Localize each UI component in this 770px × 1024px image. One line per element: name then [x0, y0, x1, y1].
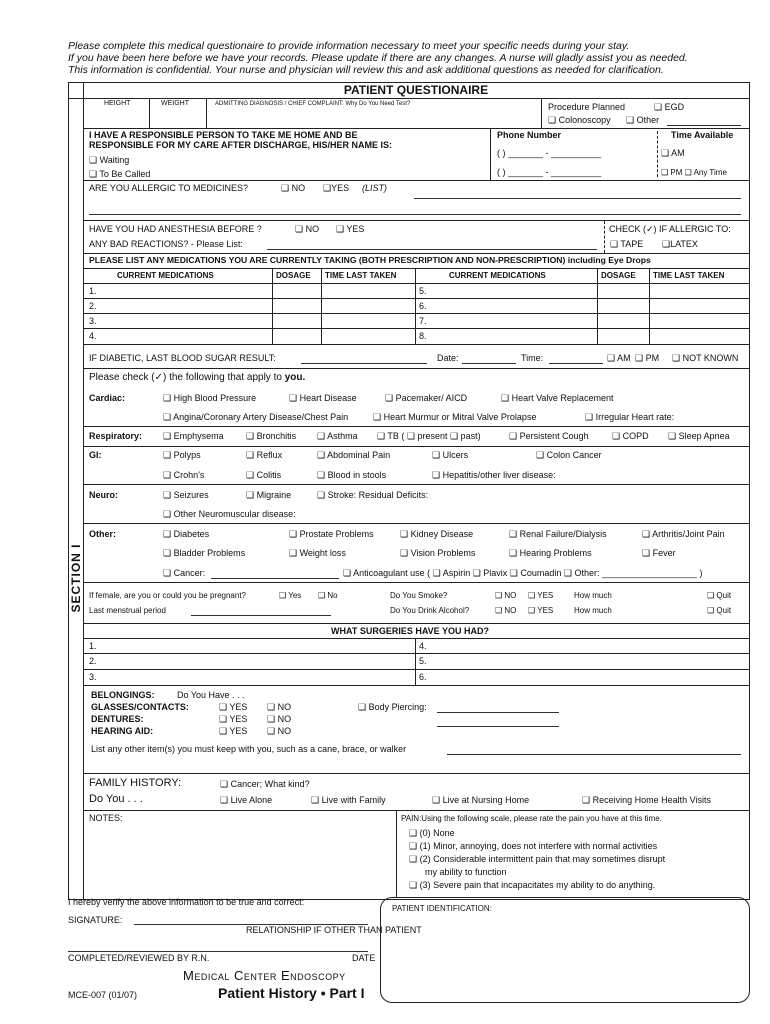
condition-checkbox[interactable]: ❑ Bronchitis — [246, 431, 297, 441]
condition-checkbox[interactable]: ❑ TB ( ❑ present ❑ past) — [377, 431, 481, 441]
completed-line[interactable] — [68, 951, 368, 952]
waiting-checkbox[interactable]: ❑ Waiting — [89, 155, 130, 165]
divider — [83, 128, 749, 129]
divider — [206, 98, 207, 128]
pm-anytime-checkbox[interactable]: ❑ PM ❑ Any Time — [661, 168, 727, 177]
condition-checkbox[interactable]: ❑ COPD — [612, 431, 649, 441]
reactions-line[interactable] — [267, 249, 597, 250]
phone-field-2[interactable]: ( ) _______ - __________ — [497, 167, 602, 177]
phone-field-1[interactable]: ( ) _______ - __________ — [497, 148, 602, 158]
medication-row[interactable]: 1. — [89, 286, 97, 296]
divider — [83, 368, 749, 369]
divider — [83, 426, 749, 427]
condition-checkbox[interactable]: ❑ Angina/Coronary Artery Disease/Chest Pain — [163, 412, 349, 422]
medication-row[interactable]: 4. — [89, 331, 97, 341]
divider — [83, 180, 749, 181]
divider — [321, 268, 322, 344]
diabetic-label: IF DIABETIC, LAST BLOOD SUGAR RESULT: — [89, 353, 276, 363]
divider — [83, 623, 749, 624]
check-allergic-label: CHECK (✓) IF ALLERGIC TO: — [609, 224, 731, 234]
condition-checkbox[interactable]: ❑ Fever — [642, 548, 676, 558]
other-checkbox[interactable]: ❑ Other — [626, 115, 660, 125]
glasses-no-checkbox[interactable]: ❑ NO — [267, 702, 292, 712]
time-available-label: Time Available — [671, 130, 734, 140]
allergy-line[interactable] — [414, 198, 741, 199]
col-time-last-taken: TIME LAST TAKEN — [325, 271, 397, 280]
belongings-label: BELONGINGS: — [91, 690, 155, 700]
intro-text — [68, 40, 748, 77]
blood-sugar-line[interactable] — [301, 363, 427, 364]
divider — [83, 484, 749, 485]
dentures-label: DENTURES: — [91, 714, 144, 724]
pain-option-2-cont: my ability to function — [425, 867, 507, 877]
condition-checkbox[interactable]: ❑ Heart Disease — [289, 393, 357, 403]
glasses-yes-checkbox[interactable]: ❑ YES — [219, 702, 248, 712]
divider — [604, 221, 605, 253]
smoke-label: Do You Smoke? — [390, 591, 448, 600]
condition-checkbox[interactable]: ❑ Emphysema — [163, 431, 224, 441]
surgery-row[interactable]: 2. — [89, 656, 97, 666]
condition-checkbox[interactable]: ❑ Blood in stools — [317, 470, 387, 480]
diabetic-pm-checkbox[interactable]: ❑ PM — [635, 353, 660, 363]
questionnaire-form — [68, 82, 750, 900]
patient-identification-box[interactable] — [380, 897, 750, 1003]
divider — [83, 685, 749, 686]
responsible-line1: I HAVE A RESPONSIBLE PERSON TO TAKE ME HOME AND BE — [89, 130, 358, 140]
condition-checkbox[interactable]: ❑ Kidney Disease — [400, 529, 474, 539]
condition-checkbox[interactable]: ❑ Irregular Heart rate: — [585, 412, 675, 422]
page-title: PATIENT QUESTIONAIRE — [83, 83, 749, 98]
col-dosage: DOSAGE — [601, 271, 636, 280]
divider — [83, 253, 749, 254]
condition-checkbox[interactable]: ❑ Arthritis/Joint Pain — [642, 529, 725, 539]
colonoscopy-checkbox[interactable]: ❑ Colonoscopy — [548, 115, 611, 125]
other-items-label: List any other item(s) you must keep with you, such as a cane, brace, or walker — [91, 744, 407, 754]
condition-checkbox[interactable]: ❑ Asthma — [317, 431, 358, 441]
smoke-no-checkbox[interactable]: ❑ NO — [495, 591, 517, 600]
condition-checkbox[interactable]: ❑ Renal Failure/Dialysis — [509, 529, 607, 539]
condition-checkbox[interactable]: ❑ Diabetes — [163, 529, 210, 539]
cancer-line[interactable] — [211, 578, 339, 579]
divider — [83, 773, 749, 774]
divider — [83, 523, 749, 524]
col-time-last-taken: TIME LAST TAKEN — [653, 271, 725, 280]
condition-checkbox[interactable]: ❑ Ulcers — [432, 450, 469, 460]
date-label: DATE — [352, 953, 376, 963]
pain-option-2[interactable]: ❑ (2) Considerable intermittent pain that may sometimes disrupt — [409, 854, 666, 864]
medication-row[interactable]: 5. — [419, 286, 427, 296]
diabetic-not-known-checkbox[interactable]: ❑ NOT KNOWN — [672, 353, 739, 363]
surgery-row[interactable]: 3. — [89, 672, 97, 682]
alcohol-how-much: How much — [574, 606, 612, 615]
time-line[interactable] — [549, 363, 603, 364]
reactions-label: ANY BAD REACTIONS? - Please List: — [89, 239, 243, 249]
anesthesia-no-checkbox[interactable]: ❑ NO — [295, 224, 320, 234]
col-current-medications: CURRENT MEDICATIONS — [117, 271, 214, 280]
check-prompt: Please check (✓) the following that apply to you. — [89, 372, 306, 383]
condition-checkbox[interactable]: ❑ Heart Murmur or Mitral Valve Prolapse — [373, 412, 537, 422]
condition-checkbox[interactable]: ❑ Prostate Problems — [289, 529, 374, 539]
divider — [149, 98, 150, 128]
intro-line: If you have been here before we have your records. Please update if there are any changes. A nurse will gladly assist you as needed. — [68, 52, 688, 65]
pain-option-3[interactable]: ❑ (3) Severe pain that incapacitates my ability to do anything. — [409, 880, 656, 890]
smoke-quit-checkbox[interactable]: ❑ Quit — [707, 591, 732, 600]
glasses-label: GLASSES/CONTACTS: — [91, 702, 189, 712]
tape-checkbox[interactable]: ❑ TAPE — [610, 239, 644, 249]
allergy-line[interactable] — [89, 214, 741, 215]
col-current-medications: CURRENT MEDICATIONS — [449, 271, 546, 280]
divider — [83, 328, 749, 329]
surgeries-header: WHAT SURGERIES HAVE YOU HAD? — [331, 626, 490, 636]
surgery-row[interactable]: 1. — [89, 641, 97, 651]
condition-checkbox[interactable]: ❑ Migraine — [246, 490, 292, 500]
latex-checkbox[interactable]: ❑LATEX — [662, 239, 698, 249]
do-you-label: Do You . . . — [89, 793, 143, 805]
alcohol-label: Do You Drink Alcohol? — [390, 606, 470, 615]
divider — [83, 298, 749, 299]
condition-checkbox[interactable]: ❑ Abdominal Pain — [317, 450, 391, 460]
lmp-label: Last menstrual period — [89, 606, 166, 615]
neuro-label: Neuro: — [89, 490, 118, 500]
medication-row[interactable]: 2. — [89, 301, 97, 311]
other-label: Other: — [89, 529, 116, 539]
condition-checkbox[interactable]: ❑ Bladder Problems — [163, 548, 246, 558]
condition-checkbox[interactable]: ❑ Seizures — [163, 490, 209, 500]
diabetic-time-label: Time: — [521, 353, 544, 363]
divider — [83, 810, 749, 811]
medication-row[interactable]: 3. — [89, 316, 97, 326]
pregnant-yes-checkbox[interactable]: ❑ Yes — [279, 591, 302, 600]
allergic-yes-checkbox[interactable]: ❑YES — [323, 183, 350, 193]
medication-row[interactable]: 6. — [419, 301, 427, 311]
egd-checkbox[interactable]: ❑ EGD — [654, 102, 685, 112]
condition-checkbox[interactable]: ❑ Stroke: Residual Deficits: — [317, 490, 429, 500]
nursing-home-checkbox[interactable]: ❑ Live at Nursing Home — [432, 795, 530, 805]
phone-number-label: Phone Number — [497, 130, 562, 140]
divider — [83, 283, 749, 284]
divider — [541, 98, 542, 128]
anesthesia-label: HAVE YOU HAD ANESTHESIA BEFORE ? — [89, 224, 262, 234]
family-history-label: FAMILY HISTORY: — [89, 777, 182, 789]
alcohol-yes-checkbox[interactable]: ❑ YES — [528, 606, 554, 615]
respiratory-label: Respiratory: — [89, 431, 143, 441]
condition-checkbox[interactable]: ❑ Reflux — [246, 450, 283, 460]
hearing-aid-label: HEARING AID: — [91, 726, 154, 736]
divider — [597, 268, 598, 344]
pain-option-1[interactable]: ❑ (1) Minor, annoying, does not interfere with normal activities — [409, 841, 658, 851]
divider — [83, 653, 749, 654]
condition-checkbox[interactable]: ❑ Other Neuromuscular disease: — [163, 509, 296, 519]
condition-checkbox[interactable]: ❑ Polyps — [163, 450, 201, 460]
cancer-checkbox[interactable]: ❑ Cancer: — [163, 568, 206, 578]
divider — [490, 128, 491, 180]
divider — [396, 810, 397, 898]
procedure-planned-label: Procedure Planned — [548, 102, 626, 112]
verify-text: I hereby verify the above information to be true and correct: — [68, 897, 305, 907]
dentures-no-checkbox[interactable]: ❑ NO — [267, 714, 292, 724]
diabetic-am-checkbox[interactable]: ❑ AM — [607, 353, 631, 363]
intro-line: This information is confidential. Your nurse and physician will review this and ask additional questions as needed for clarification. — [68, 64, 664, 77]
divider — [83, 446, 749, 447]
form-part-title: Patient History • Part I — [218, 985, 365, 1001]
surgery-row[interactable]: 6. — [419, 672, 427, 682]
anticoagulant-checkbox[interactable]: ❑ Anticoagulant use ( ❑ Aspirin ❑ Plavix ❑ Coumadin ❑ Other: ___________________ ) — [343, 568, 703, 578]
responsible-line2: RESPONSIBLE FOR MY CARE AFTER DISCHARGE, HIS/HER NAME IS: — [89, 140, 393, 150]
family-cancer-checkbox[interactable]: ❑ Cancer; What kind? — [220, 779, 310, 789]
divider — [83, 669, 749, 670]
divider — [83, 638, 749, 639]
condition-checkbox[interactable]: ❑ Colitis — [246, 470, 282, 480]
lmp-line[interactable] — [191, 615, 331, 616]
condition-checkbox[interactable]: ❑ Sleep Apnea — [668, 431, 730, 441]
condition-checkbox[interactable]: ❑ Hepatitis/other liver disease: — [432, 470, 556, 480]
condition-checkbox[interactable]: ❑ Colon Cancer — [536, 450, 602, 460]
weight-label: WEIGHT — [161, 100, 189, 107]
alcohol-quit-checkbox[interactable]: ❑ Quit — [707, 606, 732, 615]
condition-checkbox[interactable]: ❑ Crohn’s — [163, 470, 205, 480]
condition-checkbox[interactable]: ❑ Weight loss — [289, 548, 346, 558]
pregnant-label: If female, are you or could you be pregnant? — [89, 591, 246, 600]
allergic-list-label: (LIST) — [362, 183, 388, 193]
to-be-called-checkbox[interactable]: ❑ To Be Called — [89, 169, 151, 179]
signature-label: SIGNATURE: — [68, 915, 123, 925]
allergic-no-checkbox[interactable]: ❑ NO — [281, 183, 306, 193]
height-label: HEIGHT — [104, 100, 131, 107]
allergic-label: ARE YOU ALLERGIC TO MEDICINES? — [89, 183, 249, 193]
other-line[interactable] — [667, 125, 741, 126]
hearing-no-checkbox[interactable]: ❑ NO — [267, 726, 292, 736]
intro-line: Please complete this medical questionaire to provide information necessary to meet your specific needs during your stay. — [68, 40, 630, 52]
divider — [83, 344, 749, 345]
section-label: SECTION I — [69, 543, 83, 613]
divider — [657, 131, 658, 177]
date-line[interactable] — [462, 363, 516, 364]
surgery-row[interactable]: 4. — [419, 641, 427, 651]
do-you-have-label: Do You Have . . . — [177, 690, 245, 700]
piercing-line[interactable] — [437, 712, 559, 713]
section-bar — [69, 83, 84, 899]
am-checkbox[interactable]: ❑ AM — [661, 148, 685, 158]
relationship-label: RELATIONSHIP IF OTHER THAN PATIENT — [246, 925, 422, 935]
condition-checkbox[interactable]: ❑ Persistent Cough — [509, 431, 589, 441]
form-code: MCE-007 (01/07) — [68, 990, 138, 1000]
gi-label: GI: — [89, 450, 102, 460]
cardiac-label: Cardiac: — [89, 393, 126, 403]
live-with-family-checkbox[interactable]: ❑ Live with Family — [311, 795, 386, 805]
medication-row[interactable]: 8. — [419, 331, 427, 341]
medications-header: PLEASE LIST ANY MEDICATIONS YOU ARE CURRENTLY TAKING (BOTH PRESCRIPTION AND NON-PRESCRIPTION) including Eye Drops — [89, 255, 651, 265]
diagnosis-label: ADMITTING DIAGNOSIS / CHIEF COMPLAINT: Why Do You Need Test? — [215, 101, 411, 107]
other-items-line[interactable] — [447, 754, 741, 755]
diabetic-date-label: Date: — [437, 353, 459, 363]
piercing-line[interactable] — [437, 726, 559, 727]
divider — [649, 268, 650, 344]
notes-label: NOTES: — [89, 813, 123, 823]
surgery-row[interactable]: 5. — [419, 656, 427, 666]
col-dosage: DOSAGE — [276, 271, 311, 280]
body-piercing-checkbox[interactable]: ❑ Body Piercing: — [358, 702, 427, 712]
divider — [83, 582, 749, 583]
patient-identification-label: PATIENT IDENTIFICATION: — [392, 904, 492, 913]
hearing-yes-checkbox[interactable]: ❑ YES — [219, 726, 248, 736]
condition-checkbox[interactable]: ❑ Pacemaker/ AICD — [385, 393, 468, 403]
smoke-how-much: How much — [574, 591, 612, 600]
pain-header: PAIN:Using the following scale, please rate the pain you have at this time. — [401, 814, 662, 823]
pregnant-no-checkbox[interactable]: ❑ No — [318, 591, 338, 600]
center-name: Medical Center Endoscopy — [183, 968, 346, 983]
completed-label: COMPLETED/REVIEWED BY R.N. — [68, 953, 210, 963]
medication-row[interactable]: 7. — [419, 316, 427, 326]
condition-checkbox[interactable]: ❑ Hearing Problems — [509, 548, 592, 558]
divider — [83, 313, 749, 314]
smoke-yes-checkbox[interactable]: ❑ YES — [528, 591, 554, 600]
divider — [69, 98, 749, 99]
pain-option-0[interactable]: ❑ (0) None — [409, 828, 455, 838]
home-health-checkbox[interactable]: ❑ Receiving Home Health Visits — [582, 795, 711, 805]
alcohol-no-checkbox[interactable]: ❑ NO — [495, 606, 517, 615]
divider — [415, 268, 416, 344]
anesthesia-yes-checkbox[interactable]: ❑ YES — [336, 224, 365, 234]
divider — [83, 220, 749, 221]
live-alone-checkbox[interactable]: ❑ Live Alone — [220, 795, 273, 805]
divider — [272, 268, 273, 344]
condition-checkbox[interactable]: ❑ Heart Valve Replacement — [501, 393, 614, 403]
condition-checkbox[interactable]: ❑ Vision Problems — [400, 548, 476, 558]
condition-checkbox[interactable]: ❑ High Blood Pressure — [163, 393, 257, 403]
dentures-yes-checkbox[interactable]: ❑ YES — [219, 714, 248, 724]
divider — [415, 638, 416, 685]
